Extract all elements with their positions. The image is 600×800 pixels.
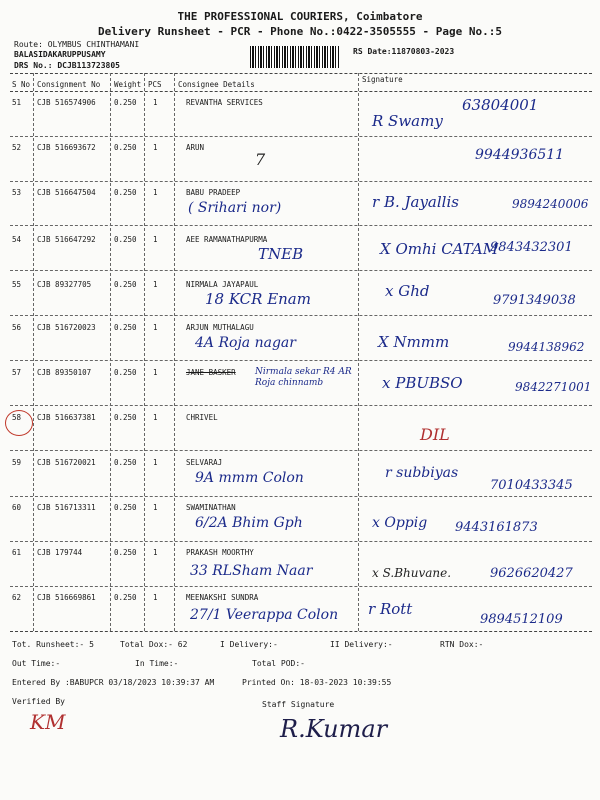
row-sno: 54 bbox=[12, 235, 22, 244]
row-divider bbox=[10, 181, 592, 182]
row-phone: 9443161873 bbox=[455, 520, 538, 535]
row-sno: 60 bbox=[12, 503, 22, 512]
col-signature: Signature bbox=[362, 75, 403, 84]
page-subtitle: Delivery Runsheet - PCR - Phone No.:0422-3505555 - Page No.:5 bbox=[98, 25, 502, 38]
boy-label: BALASIDAKARUPPUSAMY bbox=[14, 50, 106, 59]
row-divider bbox=[10, 450, 592, 451]
row-consignment: CJB 179744 bbox=[37, 548, 83, 557]
row-phone: 9894512109 bbox=[480, 612, 563, 627]
row-weight: 0.250 bbox=[114, 280, 137, 289]
row-sno: 53 bbox=[12, 188, 22, 197]
col-consignee: Consignee Details bbox=[178, 80, 255, 89]
footer-rule bbox=[10, 631, 592, 632]
row-consignment: CJB 516647504 bbox=[37, 188, 96, 197]
header-rule-bottom bbox=[10, 91, 592, 92]
row-phone: 9944138962 bbox=[508, 340, 585, 354]
row-signature: x Oppig bbox=[372, 515, 428, 531]
row-phone: 63804001 bbox=[462, 96, 539, 114]
col-consignment: Consignment No bbox=[37, 80, 101, 89]
entered-by: Entered By :BABUPCR 03/18/2023 10:39:37 AM bbox=[12, 678, 215, 687]
row-consignee: MEENAKSHI SUNDRA bbox=[186, 593, 259, 602]
row-weight: 0.250 bbox=[114, 235, 137, 244]
out-time: Out Time:- bbox=[12, 659, 61, 668]
col-divider bbox=[110, 73, 111, 631]
page-title: THE PROFESSIONAL COURIERS, Coimbatore bbox=[177, 10, 423, 23]
row-pcs: 1 bbox=[153, 548, 158, 557]
row-consignment: CJB 516647292 bbox=[37, 235, 96, 244]
row-consignment: CJB 516720021 bbox=[37, 458, 96, 467]
row-consignee: ARUN bbox=[186, 143, 205, 152]
row-signature: r subbiyas bbox=[385, 465, 459, 481]
row-sno: 51 bbox=[12, 98, 22, 107]
row-weight: 0.250 bbox=[114, 548, 137, 557]
row-weight: 0.250 bbox=[114, 458, 137, 467]
header-rule bbox=[10, 73, 592, 74]
printed-on: Printed On: 18-03-2023 10:39:55 bbox=[242, 678, 392, 687]
row-pcs: 1 bbox=[153, 593, 158, 602]
row-handwritten-address: Nirmala sekar R4 AR Roja chinnamb bbox=[255, 367, 352, 388]
i-delivery: I Delivery:- bbox=[220, 640, 278, 649]
row-sno: 62 bbox=[12, 593, 22, 602]
row-pcs: 1 bbox=[153, 143, 158, 152]
row-phone: 9944936511 bbox=[475, 147, 565, 163]
row-sno: 52 bbox=[12, 143, 22, 152]
row-weight: 0.250 bbox=[114, 323, 137, 332]
row-divider bbox=[10, 136, 592, 137]
row-pcs: 1 bbox=[153, 368, 158, 377]
row-weight: 0.250 bbox=[114, 98, 137, 107]
row-divider bbox=[10, 270, 592, 271]
barcode bbox=[250, 46, 340, 68]
row-pcs: 1 bbox=[153, 235, 158, 244]
verified-by-signature: KM bbox=[30, 710, 66, 734]
drs-number: DRS No.: DCJB113723805 bbox=[14, 61, 120, 70]
row-phone: 9894240006 bbox=[512, 197, 589, 211]
row-pcs: 1 bbox=[153, 503, 158, 512]
row-pcs: 1 bbox=[153, 323, 158, 332]
row-signature: DIL bbox=[420, 425, 450, 444]
col-pcs: PCS bbox=[148, 80, 162, 89]
row-divider bbox=[10, 405, 592, 406]
rtn-dox: RTN Dox:- bbox=[440, 640, 484, 649]
row-handwritten-address: TNEB bbox=[258, 245, 304, 263]
row-divider bbox=[10, 496, 592, 497]
row-signature: r B. Jayallis bbox=[372, 193, 459, 211]
row-handwritten-address: 4A Roja nagar bbox=[195, 335, 296, 351]
row-consignee: NIRMALA JAYAPAUL bbox=[186, 280, 259, 289]
row-pcs: 1 bbox=[153, 188, 158, 197]
row-sno: 59 bbox=[12, 458, 22, 467]
row-divider bbox=[10, 541, 592, 542]
row-consignee: BABU PRADEEP bbox=[186, 188, 241, 197]
row-signature: x S.Bhuvane. bbox=[372, 566, 452, 580]
row-weight: 0.250 bbox=[114, 368, 137, 377]
row-handwritten-address: 33 RLSham Naar bbox=[190, 563, 313, 579]
row-pcs: 1 bbox=[153, 413, 158, 422]
row-divider bbox=[10, 360, 592, 361]
row-consignment: CJB 89327705 bbox=[37, 280, 92, 289]
row-phone: 7010433345 bbox=[490, 478, 573, 493]
row-consignment: CJB 516574906 bbox=[37, 98, 96, 107]
row-pcs: 1 bbox=[153, 280, 158, 289]
row-consignee: SWAMINATHAN bbox=[186, 503, 236, 512]
row-handwritten-address: ( Srihari nor) bbox=[188, 200, 282, 216]
row-handwritten-address: 7 bbox=[255, 150, 266, 169]
row-signature: x Ghd bbox=[385, 282, 430, 300]
row-consignee: ARJUN MUTHALAGU bbox=[186, 323, 254, 332]
rs-date: RS Date:11870803-2023 bbox=[353, 47, 455, 56]
row-consignment: CJB 516669861 bbox=[37, 593, 96, 602]
row-sno: 58 bbox=[12, 413, 22, 422]
row-sno: 55 bbox=[12, 280, 22, 289]
row-weight: 0.250 bbox=[114, 413, 137, 422]
col-divider bbox=[144, 73, 145, 631]
row-consignment: CJB 516637381 bbox=[37, 413, 96, 422]
staff-signature-label: Staff Signature bbox=[262, 700, 335, 709]
col-divider bbox=[33, 73, 34, 631]
staff-signature: R.Kumar bbox=[280, 715, 388, 743]
col-divider bbox=[174, 73, 175, 631]
row-pcs: 1 bbox=[153, 98, 158, 107]
row-handwritten-address: 6/2A Bhim Gph bbox=[195, 515, 303, 531]
row-signature: X Omhi CATAM bbox=[380, 240, 499, 258]
row-consignment: CJB 516713311 bbox=[37, 503, 96, 512]
row-sno: 57 bbox=[12, 368, 22, 377]
row-phone: 9626620427 bbox=[490, 566, 573, 581]
row-handwritten-address: 18 KCR Enam bbox=[205, 290, 311, 308]
row-pcs: 1 bbox=[153, 458, 158, 467]
row-signature: X Nmmm bbox=[378, 333, 450, 351]
row-divider bbox=[10, 315, 592, 316]
tot-runsheet: Tot. Runsheet:- 5 bbox=[12, 640, 94, 649]
row-sno: 61 bbox=[12, 548, 22, 557]
row-sno: 56 bbox=[12, 323, 22, 332]
row-phone: 9842271001 bbox=[515, 380, 592, 394]
row-signature: x PBUBSO bbox=[382, 374, 463, 392]
row-consignee: REVANTHA SERVICES bbox=[186, 98, 263, 107]
row-consignment: CJB 516720023 bbox=[37, 323, 96, 332]
row-weight: 0.250 bbox=[114, 503, 137, 512]
total-dox: Total Dox:- 62 bbox=[120, 640, 188, 649]
row-consignee: JANE BASKER bbox=[186, 368, 236, 377]
row-consignee: CHRIVEL bbox=[186, 413, 218, 422]
row-handwritten-address: 27/1 Veerappa Colon bbox=[190, 607, 339, 623]
row-signature: r Rott bbox=[368, 600, 413, 618]
route-label: Route: OLYMBUS CHINTHAMANI bbox=[14, 40, 140, 49]
row-phone: 9791349038 bbox=[493, 293, 576, 308]
row-handwritten-address: 9A mmm Colon bbox=[195, 470, 304, 486]
row-consignee: PRAKASH MOORTHY bbox=[186, 548, 254, 557]
row-divider bbox=[10, 225, 592, 226]
verified-by-label: Verified By bbox=[12, 697, 65, 706]
row-consignee: AEE RAMANATHAPURMA bbox=[186, 235, 268, 244]
row-consignment: CJB 89350107 bbox=[37, 368, 92, 377]
row-weight: 0.250 bbox=[114, 143, 137, 152]
ii-delivery: II Delivery:- bbox=[330, 640, 393, 649]
row-phone: 9843432301 bbox=[490, 240, 573, 255]
col-weight: Weight bbox=[114, 80, 142, 89]
row-weight: 0.250 bbox=[114, 593, 137, 602]
row-consignment: CJB 516693672 bbox=[37, 143, 96, 152]
total-pod: Total POD:- bbox=[252, 659, 305, 668]
col-sno: S No bbox=[12, 80, 31, 89]
col-divider bbox=[358, 73, 359, 631]
in-time: In Time:- bbox=[135, 659, 179, 668]
row-consignee: SELVARAJ bbox=[186, 458, 223, 467]
row-signature: R Swamy bbox=[372, 112, 443, 130]
row-weight: 0.250 bbox=[114, 188, 137, 197]
row-divider bbox=[10, 586, 592, 587]
